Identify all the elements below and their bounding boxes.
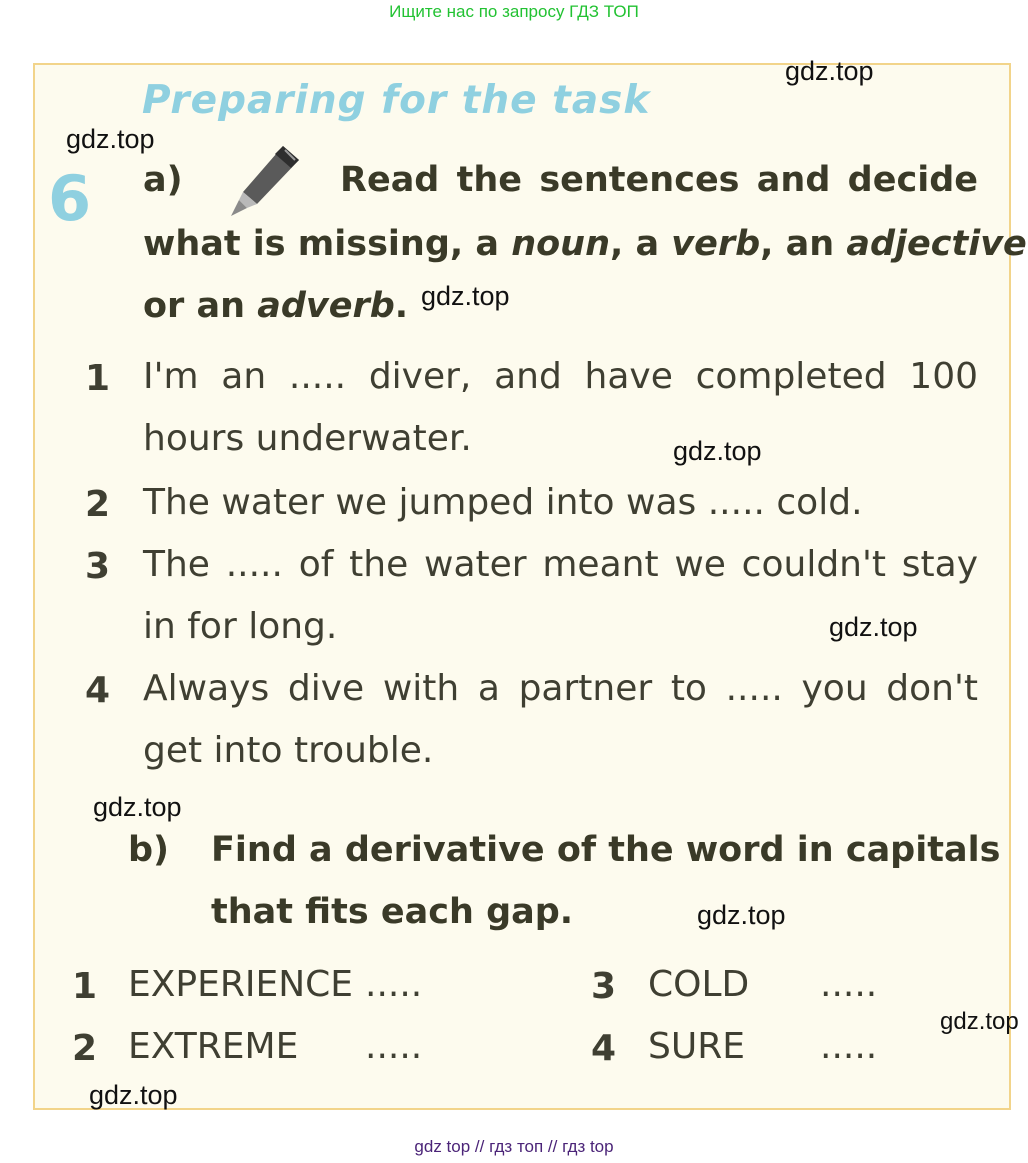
section-heading: Preparing for the task — [142, 78, 651, 123]
watermark: gdz.top — [93, 792, 182, 822]
watermark: gdz.top — [829, 612, 918, 642]
word-number-2: 2 — [72, 1028, 98, 1069]
word-1: EXPERIENCE — [128, 964, 354, 1005]
sentence-3-line2: in for long. — [143, 606, 338, 647]
pen-icon — [225, 140, 305, 220]
watermark: gdz.top — [697, 900, 786, 930]
part-b-instruction-line2: that fits each gap. — [211, 892, 574, 932]
part-b-instruction-line1: Find a derivative of the word in capitals — [211, 830, 1001, 870]
sentence-1-line2: hours underwater. — [143, 418, 472, 459]
sentence-number-3: 3 — [85, 546, 111, 587]
watermark: gdz.top — [940, 1008, 1019, 1035]
part-a-instruction-line1: Read the sentences and decide — [340, 160, 978, 200]
word-number-4: 4 — [591, 1028, 617, 1069]
watermark: gdz.top — [89, 1080, 178, 1110]
word-3-gap: ..... — [820, 964, 878, 1005]
word-2-gap: ..... — [365, 1026, 423, 1067]
exercise-card — [33, 63, 1027, 1110]
sentence-4-line2: get into trouble. — [143, 730, 434, 771]
word-adverb: adverb — [257, 286, 395, 326]
word-4: SURE — [648, 1026, 745, 1067]
watermark: gdz.top — [673, 436, 762, 466]
sentence-number-2: 2 — [85, 484, 111, 525]
word-number-1: 1 — [72, 966, 98, 1007]
sentence-number-1: 1 — [85, 358, 111, 399]
part-a-instruction-line3: or an adverb. — [143, 286, 409, 326]
sentence-2-line1: The water we jumped into was ..... cold. — [143, 482, 863, 523]
watermark: gdz.top — [421, 281, 510, 311]
word-2: EXTREME — [128, 1026, 299, 1067]
part-a-instruction-line2: what is missing, a noun, a verb, an adjective — [143, 224, 1027, 264]
word-4-gap: ..... — [820, 1026, 878, 1067]
watermark: gdz.top — [785, 56, 874, 86]
top-banner: Ищите нас по запросу ГДЗ ТОП — [389, 2, 639, 21]
sentence-3-line1: The ..... of the water meant we couldn't stay — [143, 544, 978, 585]
word-noun: noun — [511, 224, 610, 264]
sentence-number-4: 4 — [85, 670, 111, 711]
word-3: COLD — [648, 964, 750, 1005]
word-1-gap: ..... — [365, 964, 423, 1005]
word-adjective: adjective — [846, 224, 1027, 264]
word-verb: verb — [671, 224, 761, 264]
exercise-number: 6 — [48, 162, 92, 235]
part-b-label: b) — [128, 830, 170, 870]
part-a-label: a) — [143, 160, 183, 200]
watermark: gdz.top — [66, 124, 155, 154]
sentence-4-line1: Always dive with a partner to ..... you don't — [143, 668, 978, 709]
sentence-1-line1: I'm an ..... diver, and have completed 100 — [143, 356, 978, 397]
footer-text: gdz top // гдз топ // гдз top — [414, 1137, 614, 1156]
word-number-3: 3 — [591, 966, 617, 1007]
